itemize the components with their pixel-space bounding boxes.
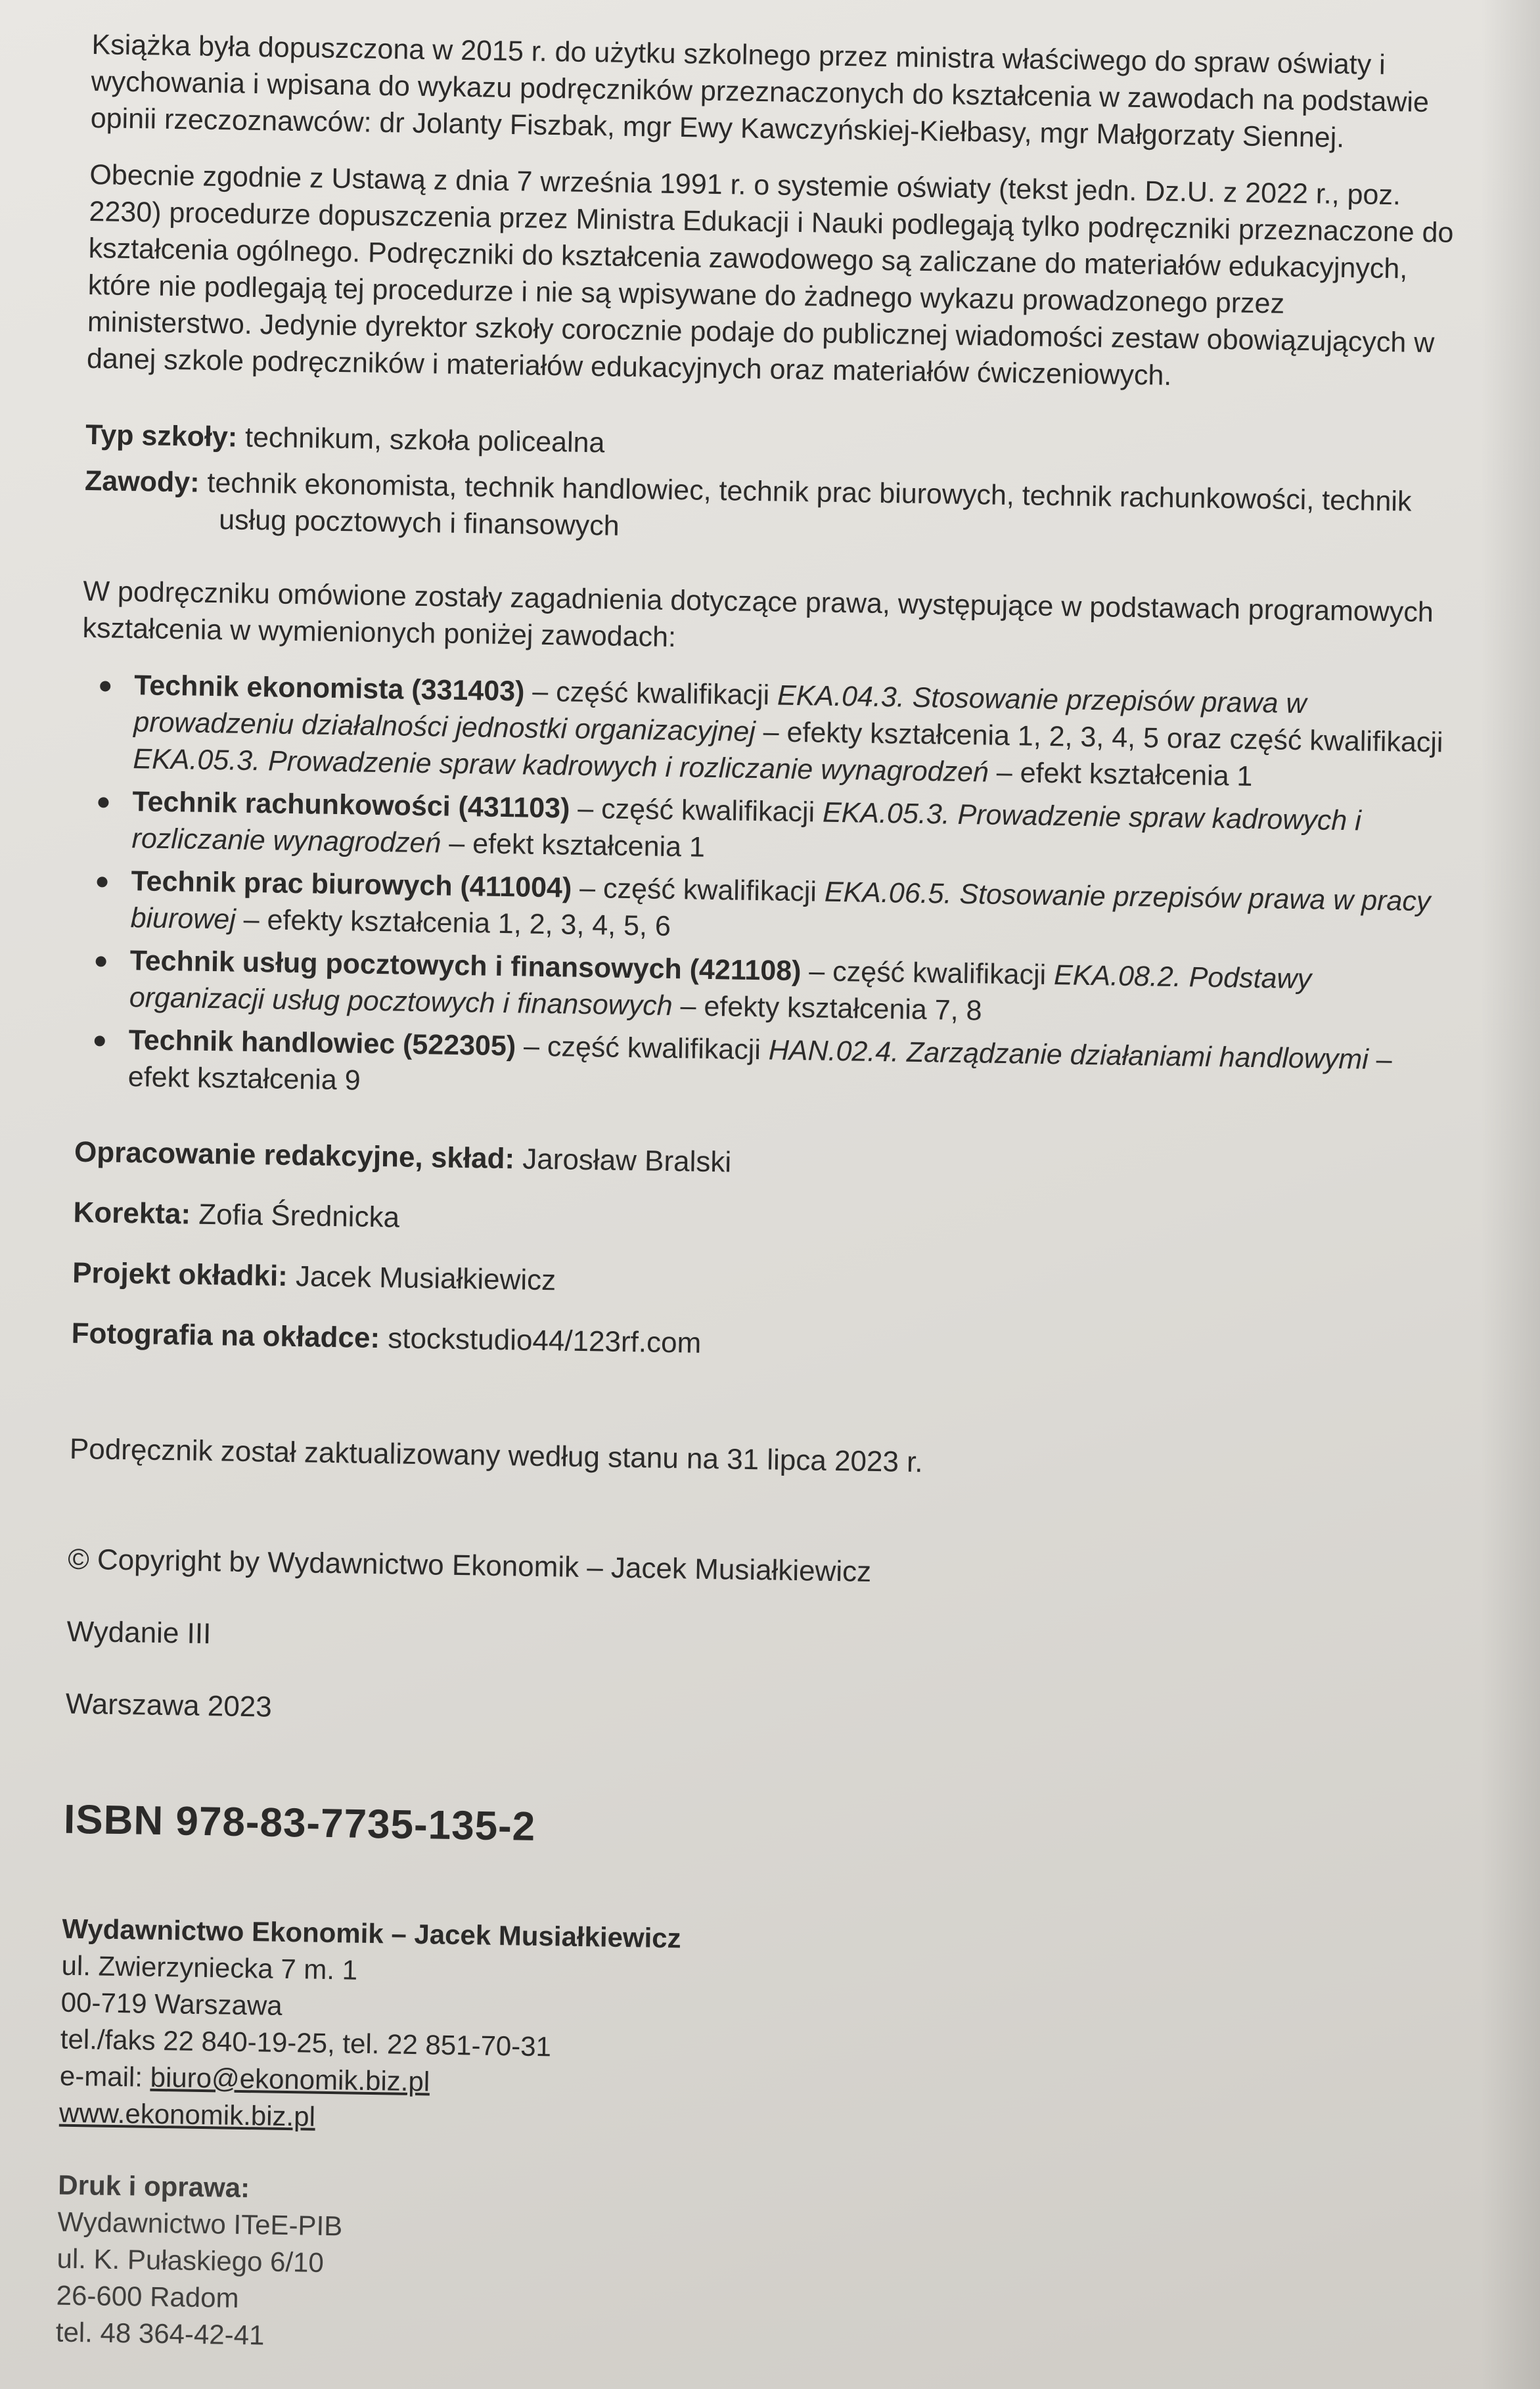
qualification-title: Technik ekonomista (331403) [133,670,525,708]
copyright: © Copyright by Wydawnictwo Ekonomik – Jacek Musiałkiewicz [67,1543,872,1588]
printer-label: Druk i oprawa: [58,2169,250,2204]
credit-editing [74,1134,1441,1193]
law-paragraph: Obecnie zgodnie z Ustawą z dnia 7 września 1991 r. o systemie oświaty (tekst jedn. Dz.U. z 2022 r., poz. 2230) procedurze dopuszczenia przez Ministra Edukacji i Nauki podlegają tylko podręczniki przeznaczone do kształcenia ogólnego. Podręczniki do kształcenia zawodowego są zaliczane do materiałów edukacyjnych, które nie podlegają tej procedurze i nie są wpisywane do żadnego wykazu prowadzonego przez ministerstwo. Jedynie dyrektor szkoły corocznie podaje do publicznej wiadomości zestaw obowiązujących w danej szkole podręczników i materiałów edukacyjnych oraz materiałów ćwiczeniowych. [86,158,1454,392]
school-type-label: Typ szkoły: [85,419,238,453]
place-year: Warszawa 2023 [65,1687,273,1723]
professions-label: Zawody: [84,465,200,499]
qualification-effects: – efekty kształcenia 1, 2, 3, 4, 5 oraz część kwalifikacji [755,716,1443,759]
publisher-website-link[interactable]: www.ekonomik.biz.pl [58,2097,316,2132]
qualification-sep: – część kwalifikacji [515,1030,769,1066]
school-type-value: technikum, szkoła policealna [244,421,605,459]
edition: Wydanie III [66,1615,212,1650]
qualification-list [75,666,1448,1116]
publisher-email-prefix: e-mail: [59,2060,151,2093]
credit-editing-label: Opracowanie redakcyjne, skład: [74,1135,515,1175]
qualification-code: EKA.06.5. Stosowanie przepisów prawa w pracy biurowej [130,876,1431,936]
scope-intro: W podręczniku omówione zostały zagadnienia dotyczące prawa, występujące w podstawach programowych kształcenia w wymienionych poniżej zawodach: [82,575,1434,654]
update-note: Podręcznik został zaktualizowany według stanu na 31 lipca 2023 r. [69,1432,923,1479]
qualification-code: EKA.08.2. Podstawy organizacji usług pocztowych i finansowych [129,959,1312,1022]
qualification-code: EKA.05.3. Prowadzenie spraw kadrowych i rozliczanie wynagrodzeń [131,796,1362,859]
qualification-effects: – efekty kształcenia 1, 2, 3, 4, 5, 6 [235,903,671,943]
printer-address [55,2167,1424,2373]
printer-street: ul. K. Pułaskiego 6/10 [57,2242,325,2278]
qualification-sep: – część kwalifikacji [524,675,778,712]
credit-cover-photo-label: Fotografia na okładce: [71,1317,380,1355]
qualification-item [79,783,1447,878]
credit-proofreading-label: Korekta: [73,1196,191,1231]
credit-editing-value: Jarosław Bralski [522,1143,732,1179]
colophon-page [55,26,1458,2372]
publisher-address [59,1911,1429,2153]
qualification-effects: – efekty kształcenia 7, 8 [672,990,982,1027]
qualification-sep: – część kwalifikacji [801,955,1054,991]
qualification-effects: – efekt kształcenia 1 [441,827,706,863]
isbn: ISBN 978-83-7735-135-2 [63,1796,536,1850]
credit-proofreading [73,1194,1440,1253]
credit-cover-design [72,1255,1439,1313]
qualification-code-2: EKA.05.3. Prowadzenie spraw kadrowych i rozliczanie wynagrodzeń [133,743,989,788]
credit-cover-photo [71,1315,1438,1374]
qualification-sep: – część kwalifikacji [569,792,823,829]
qualification-item [78,862,1445,957]
qualification-code: EKA.04.3. Stosowanie przepisów prawa w prowadzeniu działalności jednostki organizacyjnej [133,679,1307,748]
qualification-code: HAN.02.4. Zarządzanie działaniami handlowymi [768,1034,1369,1076]
qualification-item [75,1021,1443,1116]
credit-cover-design-label: Projekt okładki: [72,1256,288,1292]
qualification-item [76,942,1444,1037]
credit-proofreading-value: Zofia Średnicka [198,1198,400,1234]
qualification-effects: – efekt kształcenia 9 [127,1043,1392,1097]
publisher-name: Wydawnictwo Ekonomik – Jacek Musiałkiewicz [62,1913,682,1954]
approval-paragraph: Książka była dopuszczona w 2015 r. do użytku szkolnego przez ministra właściwego do spraw oświaty i wychowania i wpisana do wykazu podręczników przeznaczonych do kształcenia w zawodach na podstawie opinii rzeczoznawców: dr Jolanty Fiszbak, mgr Ewy Kawczyńskiej-Kiełbasy, mgr Małgorzaty Siennej. [90,28,1430,154]
publisher-phone: tel./faks 22 840-19-25, tel. 22 851-70-31 [60,2023,552,2062]
credit-cover-photo-value: stockstudio44/123rf.com [387,1322,702,1359]
publisher-city: 00-719 Warszawa [60,1986,283,2021]
credit-cover-design-value: Jacek Musiałkiewicz [295,1260,556,1297]
printer-city: 26-600 Radom [56,2279,239,2313]
publisher-email-link[interactable]: biuro@ekonomik.biz.pl [150,2061,430,2097]
qualification-item [80,666,1448,798]
qualification-title: Technik rachunkowości (431103) [132,786,570,825]
qualification-title: Technik handlowiec (522305) [128,1024,516,1062]
printer-name: Wydawnictwo ITeE-PIB [57,2206,343,2242]
professions-value: technik ekonomista, technik handlowiec, technik prac biurowych, technik rachunkowości, technik usług pocztowych i finansowych [207,466,1412,542]
printer-phone: tel. 48 364-42-41 [55,2316,265,2351]
qualification-effects-2: – efekt kształcenia 1 [988,756,1253,792]
qualification-title: Technik prac biurowych (411004) [131,865,572,904]
qualification-sep: – część kwalifikacji [571,872,825,908]
page-edge-shadow [1481,0,1540,2389]
professions [84,463,1452,558]
publisher-street: ul. Zwierzyniecka 7 m. 1 [61,1949,358,1986]
qualification-title: Technik usług pocztowych i finansowych (421108) [129,945,802,988]
